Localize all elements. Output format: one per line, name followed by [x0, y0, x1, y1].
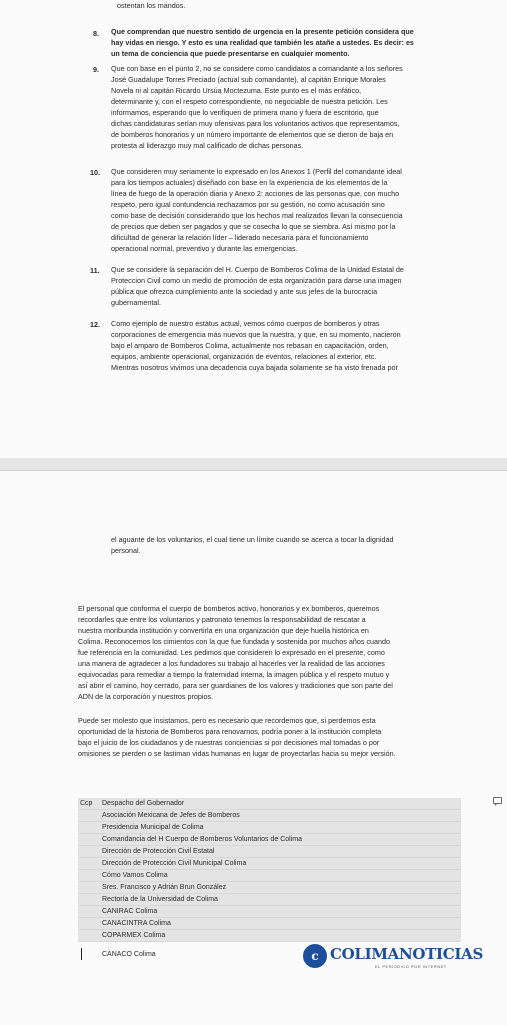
item-8-line: un tema de conciencia que puede presentarse en cualquier momento.	[111, 49, 350, 58]
item-number-9: 9.	[93, 65, 99, 74]
paragraph-2-line: omisiones se pierden o se lastiman vidas humanas en lugar de proyectarlas hacia su mejor versión.	[78, 749, 396, 758]
item-12-line: Mientras nosotros vivimos una decadencia cuya bajada solamente se ha visto frenada por	[111, 363, 398, 372]
item-number-10: 10.	[90, 168, 100, 177]
item-9-line: Novela ni al capitán Ricardo Ursúa Moctezuma. Este punto es el más enfático,	[111, 86, 362, 95]
item-12-line: bajo el amparo de Bomberos Colima, actualmente nos rebasan en capacitación, orden,	[111, 341, 389, 350]
item-8-line: Que comprendan que nuestro sentido de urgencia en la presente petición considera que	[111, 27, 414, 36]
watermark-logo	[303, 944, 483, 974]
ccp-recipient: Asociación Mexicana de Jefes de Bomberos	[102, 812, 240, 819]
document-page-1	[0, 0, 507, 459]
page-gap	[0, 458, 507, 470]
ccp-recipient: Presidencia Municipal de Colima	[102, 824, 204, 831]
item-9-line: informamos, esperando que lo verifiquen de primera mano y fuera de escritorio, que	[111, 108, 379, 117]
ccp-recipient: COPARMEX Colima	[102, 932, 166, 939]
paragraph-1-line: ADN de la corporación y nuestros propios.	[78, 692, 214, 701]
paragraph-1-line: nuestra moribunda institución y convertirla en una organización que deje huella histórica en	[78, 626, 369, 635]
item-10-line: operacional normal, preventivo y durante las emergencias.	[111, 244, 298, 253]
item-11-line: Que se considere la separación del H. Cuerpo de Bomberos Colima de la Unidad Estatal de	[111, 265, 404, 274]
item-10-line: Que consideren muy seriamente lo expresado en los Anexos 1 (Perfil del comandante ideal	[111, 167, 402, 176]
logo-tagline: EL PERIÓDICO POR INTERNET	[375, 964, 447, 969]
ccp-recipient: Dirección de Protección Civil Municipal Colima	[102, 860, 247, 867]
paragraph-1-line: recordarles que entre los voluntarios y patronato tenemos la responsabilidad de rescatar a	[78, 615, 366, 624]
item-9-line: de bomberos honorarios y un número importante de elementos que se dieron de baja en	[111, 130, 394, 139]
item-10-line: línea de fuego de la operación diaria y Anexo 2: acciones de las personas que, con mucho	[111, 189, 400, 198]
paragraph-1-line: una manera de agradecer a los fundadores su trabajo al hacerles ver la realidad de las acciones	[78, 659, 385, 668]
ccp-label: Ccp	[80, 800, 93, 807]
item-number-8: 8.	[93, 29, 99, 38]
item-10-line: como base de decisión considerando que los hechos mal realizados llevan la consecuencia	[111, 211, 403, 220]
ccp-recipient: Comandancia del H Cuerpo de Bomberos Voluntarios de Colima	[102, 836, 302, 843]
item-9-line: José Guadalupe Torres Preciado (actual sub comandante), al capitán Enrique Morales	[111, 75, 386, 84]
ccp-recipient: Cómo Vamos Colima	[102, 872, 168, 879]
logo-mark-icon: c	[303, 944, 327, 968]
ccp-recipient: CANIRAC Colima	[102, 908, 158, 915]
paragraph-1-line: El personal que conforma el cuerpo de bomberos activo, honorarios y ex bomberos, queremos	[78, 604, 380, 613]
item-9-line: Que con base en el punto 2, no se considere como candidatos a comandante a los señores	[111, 64, 403, 73]
paragraph-1-line: fue referencia en la comunidad. Les pedimos que consideren lo expresado en el presente, como	[78, 648, 385, 657]
paragraph-1-line: así abrir el camino, hoy cerrado, para ser guardianes de los valores y tradiciones que son parte del	[78, 681, 393, 690]
item-12-line: Como ejemplo de nuestro estatus actual, vemos cómo cuerpos de bomberos y otras	[111, 319, 380, 328]
item-10-line: dificultad de generar la relación líder – liderado necesaria para el funcionamiento	[111, 233, 369, 242]
ccp-recipient: Despacho del Gobernador	[102, 800, 185, 807]
item-10-line: para los tiempos actuales) diseñado con base en la experiencia de los elementos de la	[111, 178, 388, 187]
item-9-line: determinante y, con el respeto correspondiente, no negociable de nuestra petición. Les	[111, 97, 388, 106]
continuation-line: el aguante de los voluntarios, el cual tiene un límite cuando se acerca a tocar la dignidad	[111, 535, 394, 544]
item-8-line: hay vidas en riesgo. Y esto es una realidad que también les atañe a ustedes. Es decir: es	[111, 38, 414, 47]
ccp-recipient: Dirección de Protección Civil Estatal	[102, 848, 215, 855]
item-11-line: Proteccion Civil como un medio de promoción de esta organización para darse una imagen	[111, 276, 402, 285]
ccp-recipient: CANACO Colima	[102, 951, 156, 958]
top-fragment: ostentan los mandos.	[117, 1, 186, 10]
item-11-line: gubernamental.	[111, 298, 161, 307]
item-number-12: 12.	[90, 320, 100, 329]
ccp-recipient: Rectoría de la Universidad de Colima	[102, 896, 218, 903]
paragraph-2-line: oportunidad de la historia de Bomberos para renovarnos, podría poner a la institución completa	[78, 727, 382, 736]
item-10-line: de precios que deben ser pagados y que se cosecha lo que se siembra. Así mismo por la	[111, 222, 396, 231]
text-cursor[interactable]	[81, 948, 82, 960]
item-10-line: respeto, pero igual contundencia rechazamos por su gestión, no como acusación sino	[111, 200, 385, 209]
item-12-line: corporaciones de emergencia más nuevos que la nuestra, y que, en su momento, nacieron	[111, 330, 401, 339]
comment-icon[interactable]	[493, 797, 502, 804]
paragraph-2-line: bajo el juicio de los ciudadanos y de nuestras conciencias si por decisiones mal tomadas o por	[78, 738, 380, 747]
continuation-line: personal.	[111, 546, 141, 555]
item-11-line: pública que ofrezca cumplimiento ante la sociedad y ante sus jefes de la burocracia	[111, 287, 378, 296]
item-number-11: 11.	[90, 266, 100, 275]
paragraph-2-line: Puede ser molesto que insistamos, pero es necesario que recordemos que, si perdemos esta	[78, 716, 376, 725]
logo-name: COLIMANOTICIAS	[330, 945, 483, 963]
ccp-recipient: Sres. Francisco y Adrián Brun González	[102, 884, 227, 891]
item-9-line: dichas candidaturas serían muy ofensivas para los voluntarios activos que representamos,	[111, 119, 400, 128]
paragraph-1-line: equivocadas para remediar a tiempo la fraternidad interna, la imagen pública y el respeto mutuo y	[78, 670, 390, 679]
ccp-recipient: CANACINTRA Colima	[102, 920, 171, 927]
item-9-line: protesta al liderazgo muy mal calificado de dichas personas.	[111, 141, 304, 150]
paragraph-1-line: Colima. Reconocemos los cimientos con la que fue fundada y sostenida por muchos años cuando	[78, 637, 391, 646]
item-12-line: equipos, ambiente operacional, organización de eventos, relaciones al exterior, etc.	[111, 352, 377, 361]
